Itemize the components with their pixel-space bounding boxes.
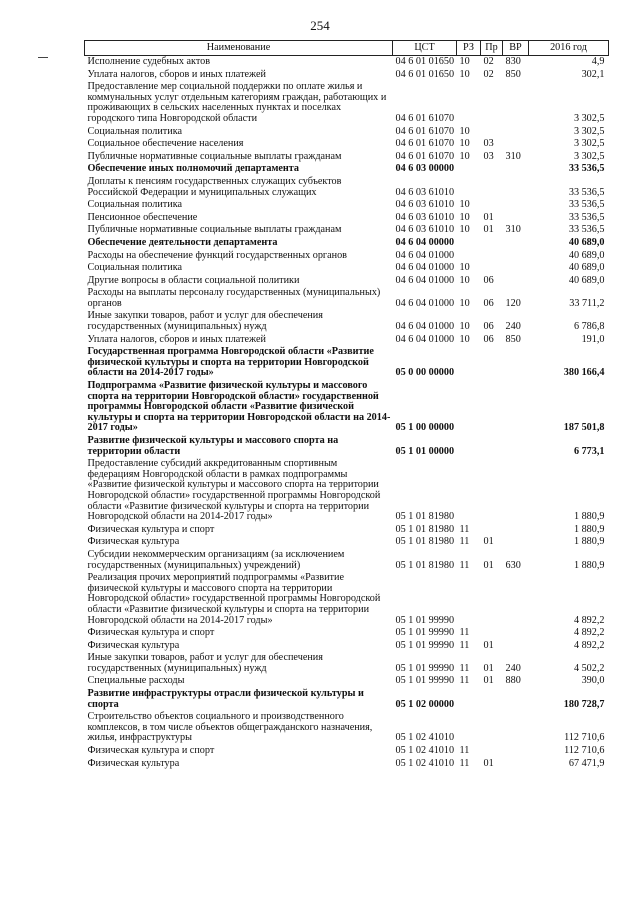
row-sum: 40 689,0 [568, 249, 605, 261]
row-cst: 05 0 00 00000 [395, 367, 455, 379]
row-pr: 01 [483, 675, 494, 687]
row-pr [481, 627, 503, 640]
row-name: Строительство объектов социального и производственного комплексов, в том числе объектов общегражданского назначения, жилья, инфраструктуры [87, 711, 373, 744]
table-row [85, 250, 609, 263]
table-row [85, 138, 609, 151]
row-cst: 05 1 02 41010 [395, 732, 455, 744]
row-vr [503, 572, 529, 627]
row-cst: 05 1 01 99990 [395, 639, 455, 651]
row-sum: 40 689,0 [568, 274, 605, 286]
row-name: Физическая культура и спорт [87, 523, 215, 535]
row-name: Физическая культура [87, 639, 180, 651]
row-cst: 05 1 01 99990 [395, 662, 455, 674]
row-pr: 01 [483, 536, 494, 548]
row-pr: 06 [483, 321, 494, 333]
row-sum: 6 773,1 [573, 445, 605, 457]
row-name: Государственная программа Новгородской области «Развитие физической культуры и спорта на территории Новгородской области на 2014-2017 годы» [87, 346, 374, 379]
row-sum: 4,9 [591, 56, 605, 67]
row-name: Другие вопросы в области социальной политики [87, 274, 300, 286]
row-pr [481, 711, 503, 745]
header-year: 2016 год [529, 41, 609, 56]
table-row [85, 310, 609, 333]
row-vr [503, 275, 529, 288]
row-pr: 01 [483, 639, 494, 651]
row-pr [481, 126, 503, 139]
row-rz: 10 [459, 199, 470, 211]
table-row [85, 711, 609, 745]
row-vr [503, 688, 529, 711]
row-rz: 11 [459, 745, 470, 757]
row-pr: 01 [483, 662, 494, 674]
table-row [85, 758, 609, 771]
row-rz: 11 [459, 662, 470, 674]
row-rz: 10 [459, 274, 470, 286]
row-pr [481, 163, 503, 176]
row-sum: 4 892,2 [573, 627, 605, 639]
row-name: Иные закупки товаров, работ и услуг для обеспечения государственных (муниципальных) нужд [87, 652, 323, 674]
row-rz: 10 [459, 297, 470, 309]
row-pr [481, 572, 503, 627]
row-sum: 33 536,5 [568, 211, 605, 223]
row-name: Физическая культура и спорт [87, 627, 215, 639]
row-name: Расходы на обеспечение функций государственных органов [87, 249, 347, 261]
row-name: Уплата налогов, сборов и иных платежей [87, 333, 266, 345]
row-vr: 850 [505, 333, 521, 345]
table-row [85, 212, 609, 225]
budget-table [84, 40, 609, 770]
row-cst: 04 6 04 01000 [395, 249, 455, 261]
row-rz [457, 237, 481, 250]
header-rz: РЗ [457, 41, 481, 56]
row-cst: 04 6 03 61010 [395, 224, 455, 236]
row-rz [457, 346, 481, 380]
row-sum: 1 880,9 [573, 536, 605, 548]
row-cst: 05 1 01 99990 [395, 627, 455, 639]
row-rz: 11 [459, 627, 470, 639]
row-sum: 33 536,5 [568, 163, 605, 175]
row-pr [481, 346, 503, 380]
row-name: Социальная политика [87, 125, 183, 137]
row-rz [457, 688, 481, 711]
row-rz [457, 250, 481, 263]
row-cst: 04 6 04 01000 [395, 274, 455, 286]
table-row [85, 262, 609, 275]
row-pr [481, 745, 503, 758]
row-vr: 830 [505, 56, 521, 67]
row-name: Специальные расходы [87, 675, 185, 687]
row-pr: 06 [483, 297, 494, 309]
row-vr: 310 [505, 150, 521, 162]
row-sum: 380 166,4 [563, 367, 605, 379]
row-pr [481, 237, 503, 250]
row-name: Предоставление субсидий аккредитованным спортивным федерациям Новгородской области в рамках подпрограммы «Развитие физической культуры и массового спорта на территории Новгородской области» государственной программы Новгородской области «Развитие физической культуры и спорта на территории Новгородской области на 2014-2017 годы» [87, 458, 381, 523]
row-rz: 10 [459, 150, 470, 162]
row-sum: 1 880,9 [573, 511, 605, 523]
table-row [85, 380, 609, 435]
row-pr [481, 262, 503, 275]
row-vr [503, 163, 529, 176]
row-sum: 40 689,0 [568, 236, 605, 248]
row-rz [457, 163, 481, 176]
table-row [85, 126, 609, 139]
row-rz: 10 [459, 211, 470, 223]
row-pr: 01 [483, 224, 494, 236]
row-sum: 40 689,0 [568, 262, 605, 274]
table-row [85, 524, 609, 537]
row-name: Публичные нормативные социальные выплаты гражданам [87, 224, 342, 236]
row-cst: 04 6 01 61070 [395, 125, 455, 137]
row-sum: 3 302,5 [573, 138, 605, 150]
row-pr [481, 250, 503, 263]
header-cst: ЦСТ [393, 41, 457, 56]
row-sum: 4 892,2 [573, 639, 605, 651]
row-rz [457, 81, 481, 125]
row-cst: 05 1 01 81980 [395, 536, 455, 548]
page-number: 254 [310, 18, 330, 33]
row-cst: 04 6 04 01000 [395, 333, 455, 345]
row-cst: 04 6 03 61010 [395, 186, 455, 198]
table-row [85, 237, 609, 250]
row-sum: 33 536,5 [568, 186, 605, 198]
row-pr: 06 [483, 274, 494, 286]
row-cst: 05 1 01 81980 [395, 511, 455, 523]
row-name: Физическая культура [87, 536, 180, 548]
row-vr: 630 [505, 559, 521, 571]
table-row [85, 572, 609, 627]
row-sum: 67 471,9 [568, 757, 605, 769]
row-sum: 1 880,9 [573, 523, 605, 535]
row-vr [503, 380, 529, 435]
row-pr: 02 [483, 56, 494, 67]
table-row [85, 688, 609, 711]
row-rz [457, 711, 481, 745]
row-name: Обеспечение деятельности департамента [87, 236, 278, 248]
row-rz: 10 [459, 138, 470, 150]
table-row [85, 652, 609, 675]
row-sum: 3 302,5 [573, 125, 605, 137]
row-pr: 01 [483, 559, 494, 571]
row-vr [503, 536, 529, 549]
row-sum: 33 711,2 [569, 297, 605, 309]
row-cst: 05 1 02 41010 [395, 745, 455, 757]
row-pr: 03 [483, 138, 494, 150]
table-row [85, 334, 609, 347]
row-sum: 1 880,9 [573, 559, 605, 571]
row-pr [481, 81, 503, 125]
row-cst: 04 6 01 61070 [395, 138, 455, 150]
row-sum: 3 302,5 [573, 150, 605, 162]
table-row [85, 199, 609, 212]
row-name: Исполнение судебных актов [87, 56, 211, 67]
row-rz: 10 [459, 321, 470, 333]
row-cst: 05 1 01 99990 [395, 675, 455, 687]
row-cst: 04 6 01 01650 [395, 68, 455, 80]
row-rz [457, 380, 481, 435]
row-sum: 33 536,5 [568, 199, 605, 211]
row-vr: 240 [505, 321, 521, 333]
table-row [85, 745, 609, 758]
row-vr [503, 138, 529, 151]
row-sum: 4 502,2 [573, 662, 605, 674]
row-name: Предоставление мер социальной поддержки по оплате жилья и коммунальных услуг отдельным категориям граждан, работающих и проживающих в сельских населенных пунктах и поселках городского типа Новгородской области [87, 81, 387, 124]
table-row [85, 151, 609, 164]
table-row [85, 549, 609, 572]
row-pr [481, 524, 503, 537]
row-sum: 390,0 [581, 675, 605, 687]
row-vr [503, 346, 529, 380]
row-vr: 880 [505, 675, 521, 687]
row-sum: 112 710,6 [564, 732, 605, 744]
table-row [85, 458, 609, 524]
row-name: Уплата налогов, сборов и иных платежей [87, 68, 266, 80]
row-cst: 05 1 01 81980 [395, 523, 455, 535]
table-row [85, 640, 609, 653]
table-row [85, 56, 609, 69]
row-vr [503, 627, 529, 640]
table-row [85, 275, 609, 288]
row-sum: 4 892,2 [573, 614, 605, 626]
table-row [85, 69, 609, 82]
row-rz: 10 [459, 262, 470, 274]
table-row [85, 435, 609, 458]
row-pr [481, 458, 503, 524]
row-vr: 120 [505, 297, 521, 309]
row-name: Доплаты к пенсиям государственных служащих субъектов Российской Федерации и муниципальных служащих [87, 175, 342, 198]
row-cst: 04 6 04 01000 [395, 321, 455, 333]
row-cst: 05 1 02 41010 [395, 757, 455, 769]
table-row [85, 81, 609, 125]
row-rz: 11 [459, 559, 470, 571]
row-sum: 3 302,5 [573, 112, 605, 124]
row-vr [503, 212, 529, 225]
row-rz: 11 [459, 757, 470, 769]
row-rz: 11 [459, 523, 470, 535]
table-header-row [85, 41, 609, 56]
row-rz: 11 [459, 675, 470, 687]
row-pr [481, 176, 503, 199]
row-rz [457, 458, 481, 524]
row-vr [503, 237, 529, 250]
table-row [85, 346, 609, 380]
row-vr [503, 262, 529, 275]
row-rz [457, 435, 481, 458]
row-cst: 05 1 01 81980 [395, 559, 455, 571]
row-cst: 04 6 03 00000 [395, 163, 455, 175]
row-pr: 03 [483, 150, 494, 162]
row-rz: 10 [459, 56, 470, 67]
row-name: Социальная политика [87, 199, 183, 211]
row-rz [457, 176, 481, 199]
row-cst: 04 6 03 61010 [395, 199, 455, 211]
row-rz: 10 [459, 333, 470, 345]
row-rz: 10 [459, 224, 470, 236]
row-name: Социальное обеспечение населения [87, 138, 244, 150]
table-row [85, 536, 609, 549]
row-vr [503, 458, 529, 524]
row-vr: 240 [505, 662, 521, 674]
row-name: Развитие физической культуры и массового спорта на территории области [87, 435, 339, 457]
row-cst: 04 6 01 61070 [395, 150, 455, 162]
table-row [85, 176, 609, 199]
row-vr [503, 199, 529, 212]
row-cst: 05 1 01 99990 [395, 614, 455, 626]
row-rz [457, 572, 481, 627]
row-pr: 01 [483, 757, 494, 769]
table-row [85, 224, 609, 237]
row-vr [503, 640, 529, 653]
row-vr: 310 [505, 224, 521, 236]
header-name: Наименование [85, 41, 393, 56]
row-sum: 187 501,8 [563, 422, 605, 434]
row-sum: 302,1 [581, 68, 605, 80]
row-vr [503, 745, 529, 758]
header-vr: ВР [503, 41, 529, 56]
row-name: Обеспечение иных полномочий департамента [87, 163, 300, 175]
row-cst: 04 6 04 00000 [395, 236, 455, 248]
row-name: Физическая культура [87, 757, 180, 769]
table-row [85, 163, 609, 176]
row-sum: 191,0 [581, 333, 605, 345]
row-name: Социальная политика [87, 262, 183, 274]
row-name: Физическая культура и спорт [87, 745, 215, 757]
row-sum: 6 786,8 [573, 321, 605, 333]
row-cst: 04 6 03 61010 [395, 211, 455, 223]
row-sum: 180 728,7 [563, 698, 605, 710]
row-cst: 04 6 01 01650 [395, 56, 455, 67]
row-pr: 01 [483, 211, 494, 223]
row-pr [481, 688, 503, 711]
row-name: Публичные нормативные социальные выплаты гражданам [87, 150, 342, 162]
row-cst: 05 1 00 00000 [395, 422, 455, 434]
row-cst: 05 1 02 00000 [395, 698, 455, 710]
table-row [85, 287, 609, 310]
row-vr [503, 250, 529, 263]
row-rz: 11 [459, 639, 470, 651]
row-name: Расходы на выплаты персоналу государственных (муниципальных) органов [87, 287, 381, 309]
table-row [85, 675, 609, 688]
row-pr [481, 380, 503, 435]
margin-mark [38, 57, 48, 58]
row-cst: 04 6 01 61070 [395, 112, 455, 124]
row-pr: 02 [483, 68, 494, 80]
row-name: Развитие инфраструктуры отрасли физической культуры и спорта [87, 688, 364, 710]
row-vr [503, 126, 529, 139]
row-pr: 06 [483, 333, 494, 345]
header-pr: Пр [481, 41, 503, 56]
row-name: Пенсионное обеспечение [87, 211, 198, 223]
row-rz: 11 [459, 536, 470, 548]
row-rz: 10 [459, 125, 470, 137]
row-name: Подпрограмма «Развитие физической культуры и массового спорта на территории Новгородской области» государственной программы Новгородской области «Развитие физической культуры и спорта на территории Новгородской области на 2014-2017 годы» [87, 380, 391, 434]
row-sum: 33 536,5 [568, 224, 605, 236]
row-vr [503, 758, 529, 771]
row-vr [503, 176, 529, 199]
row-vr [503, 435, 529, 458]
row-name: Иные закупки товаров, работ и услуг для обеспечения государственных (муниципальных) нужд [87, 310, 323, 333]
row-vr [503, 711, 529, 745]
row-sum: 112 710,6 [564, 745, 605, 757]
row-vr [503, 524, 529, 537]
row-cst: 05 1 01 00000 [395, 445, 455, 457]
row-pr [481, 435, 503, 458]
row-pr [481, 199, 503, 212]
row-vr [503, 81, 529, 125]
row-rz: 10 [459, 68, 470, 80]
row-name: Субсидии некоммерческим организациям (за исключением государственных (муниципальных) учреждений) [87, 548, 345, 571]
row-vr: 850 [505, 68, 521, 80]
row-cst: 04 6 04 01000 [395, 297, 455, 309]
row-cst: 04 6 04 01000 [395, 262, 455, 274]
table-row [85, 627, 609, 640]
table-body [85, 56, 609, 771]
row-name: Реализация прочих мероприятий подпрограммы «Развитие физической культуры и массового спорта на территории Новгородской области» государственной программы Новгородской области «Развитие физической культуры и спорта на территории Новгородской области на 2014-2017 годы» [87, 572, 381, 626]
